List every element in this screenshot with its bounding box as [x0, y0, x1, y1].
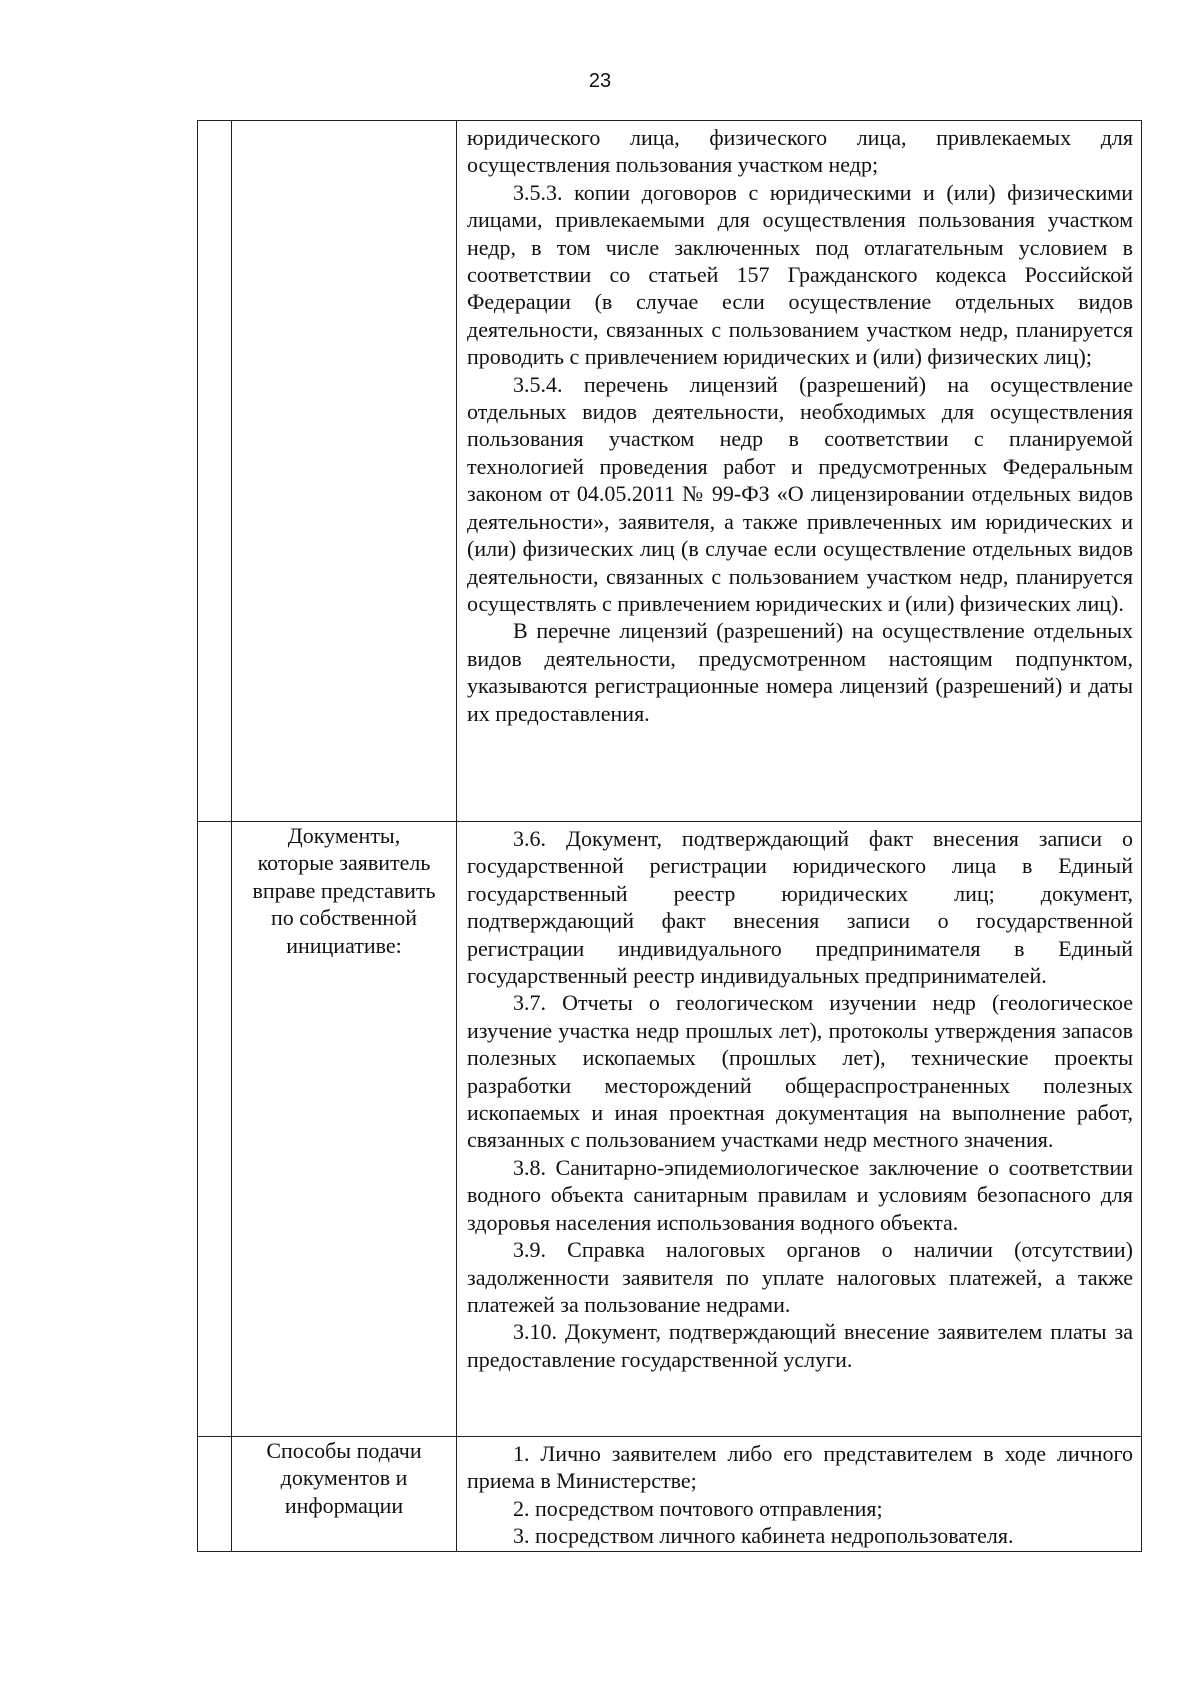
label-cell [232, 121, 457, 822]
paragraph-method-3: 3. посредством личного кабинета недропользователя. [513, 1523, 1014, 1549]
label-line: информации [284, 1492, 404, 1518]
label-line: Документы, [287, 823, 401, 848]
label-line: инициативе: [286, 932, 402, 958]
label-line: которые заявитель [257, 850, 431, 876]
paragraph-3-8: 3.8. Санитарно-эпидемиологическое заключение о соответствии водного объекта санитарным правилам и условиям безопасного для здоровья населения использования водного объекта. [467, 1154, 1133, 1235]
paragraph-3-7: 3.7. Отчеты о геологическом изучении недр (геологическое изучение участка недр прошлых лет), протоколы утверждения запасов полезных ископаемых (прошлых лет), технические проекты разработки месторождений общераспространенных полезных ископаемых и иная проектная документация на выполнение работ, связанных с пользованием участками недр местного значения. [467, 990, 1133, 1153]
number-cell [198, 822, 232, 1437]
table-row [198, 121, 1142, 822]
label-cell [232, 1437, 457, 1552]
label-line: документов и [280, 1465, 408, 1491]
paragraph-3-5-4: 3.5.4. перечень лицензий (разрешений) на осуществление отдельных видов деятельности, необходимых для осуществления пользования участком недр в соответствии с планируемой технологией проведения работ и предусмотренных Федеральным законом от 04.05.2011 № 99-ФЗ «О лицензировании отдельных видов деятельности», заявителя, а также привлеченных им юридических и (или) физических лиц (в случае если осуществление отдельных видов деятельности, связанных с пользованием участком недр, планируется осуществлять с привлечением юридических и (или) физических лиц). [467, 371, 1133, 616]
paragraph-3-5-3: 3.5.3. копии договоров с юридическими и (или) физическими лицами, привлекаемыми для осуществления пользования участком недр, в том числе заключенных под отлагательным условием в соответствии со статьей 157 Гражданского кодекса Российской Федерации (в случае если осуществление отдельных видов деятельности, связанных с пользованием участком недр, планируется проводить с привлечением юридических и (или) физических лиц); [467, 179, 1133, 370]
content-cell [457, 822, 1142, 1437]
number-cell [198, 121, 232, 822]
paragraph-3-10: 3.10. Документ, подтверждающий внесение заявителем платы за предоставление государственной услуги. [467, 1319, 1133, 1372]
content-cell [457, 1437, 1142, 1552]
label-line: вправе представить [252, 877, 436, 903]
table-row [198, 1437, 1142, 1552]
label-line: по собственной [271, 905, 417, 931]
page-number: 23 [588, 70, 612, 92]
paragraph-3-6: 3.6. Документ, подтверждающий факт внесения записи о государственной регистрации юридического лица в Единый государственный реестр юридических лиц; документ, подтверждающий факт внесения записи о государственной регистрации индивидуального предпринимателя в Единый государственный реестр индивидуальных предпринимателей. [467, 826, 1133, 989]
paragraph-method-2: 2. посредством почтового отправления; [513, 1495, 883, 1521]
paragraph-license-list: В перечне лицензий (разрешений) на осуществление отдельных видов деятельности, предусмотренном настоящим подпунктом, указываются регистрационные номера лицензий (разрешений) и даты их предоставления. [467, 618, 1133, 726]
paragraph-method-1: 1. Лично заявителем либо его представителем в ходе личного приема в Министерстве; [467, 1441, 1133, 1494]
requirements-table [197, 120, 1142, 1552]
paragraph-3-9: 3.9. Справка налоговых органов о наличии (отсутствии) задолженности заявителя по уплате налоговых платежей, а также платежей за пользование недрами. [467, 1237, 1133, 1317]
label-line: Способы подачи [266, 1438, 422, 1463]
table-row [198, 822, 1142, 1437]
number-cell [198, 1437, 232, 1552]
paragraph-continuation: юридического лица, физического лица, привлекаемых для осуществления пользования участком недр; [467, 125, 1133, 178]
content-cell [457, 121, 1142, 822]
label-cell [232, 822, 457, 1437]
